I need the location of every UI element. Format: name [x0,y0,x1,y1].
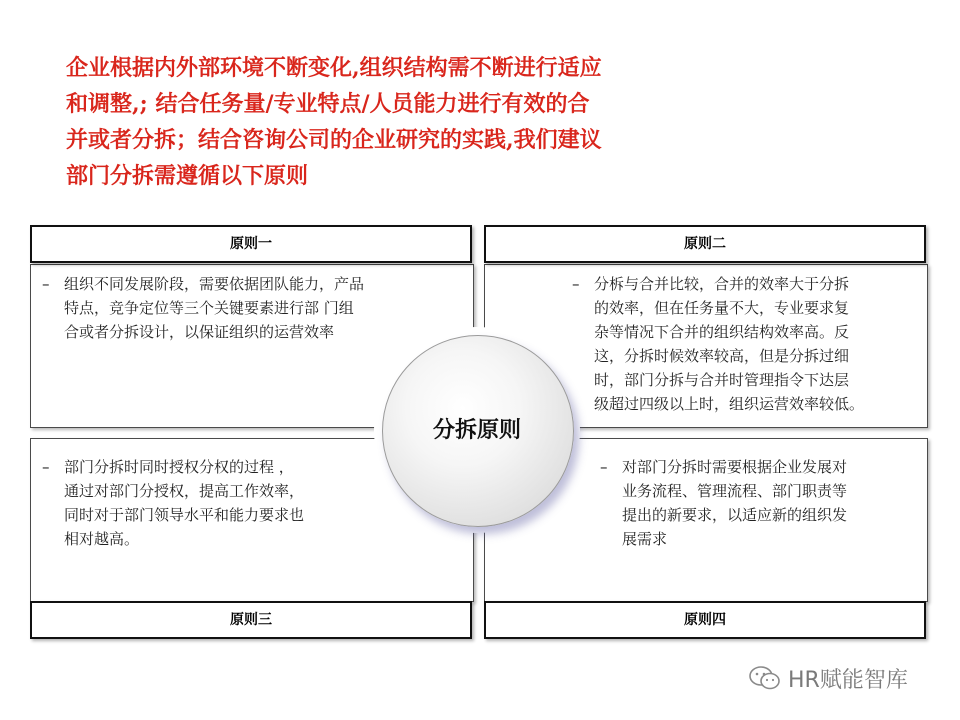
intro-line: 和调整,; 结合任务量/专业特点/人员能力进行有效的合 [66,91,590,117]
bullet-dash: – [42,458,50,476]
principle-3-text [42,455,305,551]
text-line: 特点，竞争定位等三个关键要素进行部 门组 [64,299,354,317]
text-line: 的效率，但在任务量不大，专业要求复 [594,299,850,317]
watermark [748,662,908,694]
text-line: 相对越高。 [64,530,140,548]
intro-line: 企业根据内外部环境不断变化,组织结构需不断进行适应 [66,55,602,81]
bullet-dash: – [600,458,608,476]
principle-2-text [572,272,865,416]
text-line: 这，分拆时候效率较高，但是分拆过细 [594,347,850,365]
principle-1-title: 原则一 [30,225,472,263]
text-line: 时，部门分拆与合并时管理指令下达层 [594,371,850,389]
bullet-dash: – [42,275,50,293]
wechat-icon [748,665,782,691]
text-line: 通过对部门分授权，提高工作效率， [64,482,305,500]
text-line: 级超过四级以上时，组织运营效率较低。 [594,395,865,413]
text-line: 部门分拆时同时授权分权的过程 ， [64,458,294,476]
text-line: 杂等情况下合并的组织结构效率高。反 [594,323,850,341]
text-line: 提出的新要求，以适应新的组织发 [622,506,848,524]
intro-line: 部门分拆需遵循以下原则 [66,163,309,189]
text-line: 分柝与合并比较，合并的效率大于分拆 [594,275,850,293]
text-line: 展需求 [622,530,668,548]
principle-2-title: 原则二 [484,225,926,263]
principle-4-text [600,455,848,551]
intro-line: 并或者分拆；结合咨询公司的企业研究的实践,我们建议 [66,127,602,153]
bullet-dash: – [572,275,580,293]
watermark-text: HR赋能智库 [788,667,908,693]
principle-3-title: 原则三 [30,601,472,639]
text-line: 业务流程、管理流程、部门职责等 [622,482,848,500]
text-line: 组织不同发展阶段，需要依据团队能力，产品 [64,275,365,293]
text-line: 对部门分拆时需要根据企业发展对 [622,458,848,476]
intro-paragraph [66,50,666,194]
text-line: 同时对于部门领导水平和能力要求也 [64,506,305,524]
principle-4-title: 原则四 [484,601,926,639]
center-title: 分拆原则 [432,417,521,443]
text-line: 合或者分拆设计，以保证组织的运营效率 [64,323,335,341]
principle-1-text [42,272,365,344]
